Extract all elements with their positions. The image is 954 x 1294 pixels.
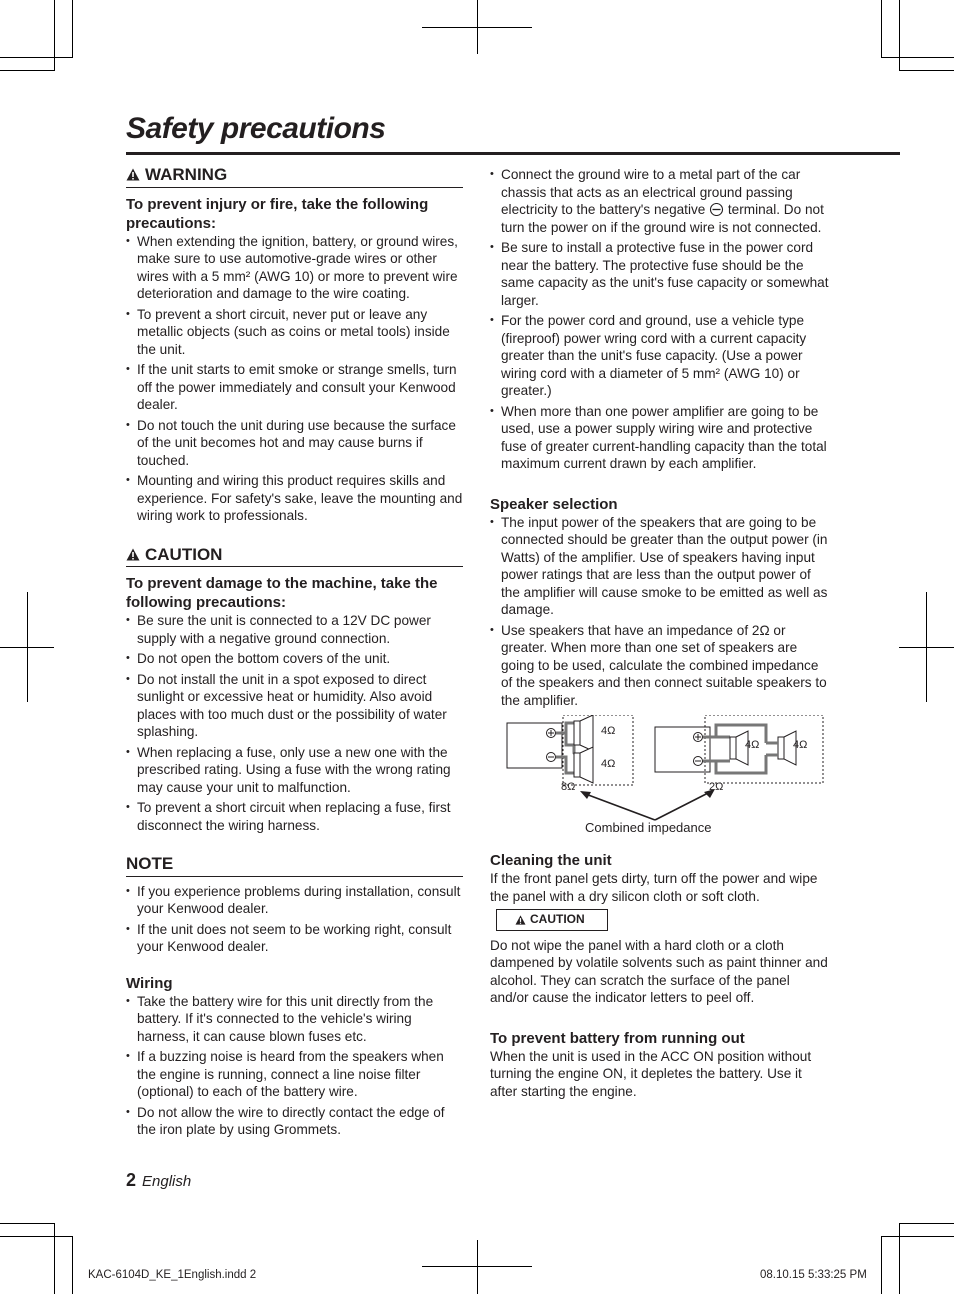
crop-mark <box>881 1236 954 1237</box>
warning-heading-text: WARNING <box>145 165 228 184</box>
cleaning-text: If the front panel gets dirty, turn off the power and wipe the panel with a dry silicon cloth or soft cloth. <box>490 871 818 904</box>
title-rule <box>126 152 900 155</box>
impedance-diagram <box>490 715 830 849</box>
crop-mark <box>54 1223 55 1294</box>
list-item: • Do not open the bottom covers of the unit. <box>126 650 463 668</box>
list-item: • The input power of the speakers that are going to be connected should be greater than the output power (in Watts) of the amplifier. Use of speakers having input power ratings that are less than the output power of the amplifier will cause smoke to be emitted as well as damage. <box>490 514 830 619</box>
note-heading <box>126 855 463 877</box>
speaker-list <box>490 514 830 710</box>
list-item: • Do not allow the wire to directly contact the edge of the iron plate by using Grommets. <box>126 1104 463 1139</box>
caution-heading <box>126 546 463 568</box>
crop-mark <box>899 647 954 648</box>
caution-label-text: CAUTION <box>530 912 585 926</box>
caution-list <box>126 612 463 834</box>
crop-mark <box>0 1236 73 1237</box>
left-top-ohm: 4Ω <box>601 725 616 737</box>
list-item: • For the power cord and ground, use a vehicle type (fireproof) power wring cord with a current capacity greater than the unit's fuse capacity. (Use a power wiring cord with a diameter of 5 mm² (AWG 10) or greater.) <box>490 312 830 400</box>
list-item: • If a buzzing noise is heard from the speakers when the engine is running, connect a line noise filter (optional) to each of the battery wire. <box>126 1048 463 1101</box>
list-item: • Do not install the unit in a spot exposed to direct sunlight or excessive heat or humidity. Also avoid places with too much dust or the possibility of water splashing. <box>126 671 463 741</box>
list-item: • Be sure the unit is connected to a 12V DC power supply with a negative ground connection. <box>126 612 463 647</box>
warning-heading <box>126 166 463 188</box>
list-item: • Use speakers that have an impedance of 2Ω or greater. When more than one set of speakers are going to be used, calculate the combined impedance of the speakers and then connect suitable speakers to the amplifier. <box>490 622 830 710</box>
crop-mark <box>0 647 54 648</box>
list-item: • If the unit starts to emit smoke or strange smells, turn off the power immediately and consult your Kenwood dealer. <box>126 361 463 414</box>
cleaning-heading: Cleaning the unit <box>490 852 612 869</box>
list-item: • If the unit does not seem to be working right, consult your Kenwood dealer. <box>126 921 463 956</box>
crop-mark <box>0 57 73 58</box>
crop-mark <box>899 70 954 71</box>
caution-subheading: To prevent damage to the machine, take the following precautions: <box>126 575 438 611</box>
caution-triangle-icon <box>126 548 140 561</box>
note-list <box>126 883 463 956</box>
crop-mark <box>72 0 73 58</box>
left-bottom-ohm: 4Ω <box>601 758 616 770</box>
left-column <box>126 166 463 1142</box>
right-first-ohm: 4Ω <box>745 739 760 751</box>
wiring-heading: Wiring <box>126 974 173 992</box>
list-item: • To prevent a short circuit, never put or leave any metallic objects (such as coins or metal tools) inside the unit. <box>126 306 463 359</box>
crop-mark <box>881 0 882 58</box>
diagram-caption: Combined impedance <box>585 820 712 835</box>
crop-mark <box>0 70 55 71</box>
list-item: • To prevent a short circuit when replacing a fuse, first disconnect the wiring harness. <box>126 799 463 834</box>
crop-mark <box>881 1236 882 1294</box>
list-item: • Mounting and wiring this product requires skills and experience. For safety's sake, leave the mounting and wiring work to professionals. <box>126 472 463 525</box>
list-item <box>490 166 830 236</box>
crop-mark <box>422 1266 532 1267</box>
ground-text-b: terminal. Do not turn the power on if the ground wire is not connected. <box>501 202 824 235</box>
list-item: • Be sure to install a protective fuse in the power cord near the battery. The protective fuse should be the same capacity as the unit's fuse capacity or somewhat larger. <box>490 239 830 309</box>
list-item: • When replacing a fuse, only use a new one with the prescribed rating. Using a fuse with the wrong rating may cause your unit to malfunction. <box>126 744 463 797</box>
crop-mark <box>422 27 532 28</box>
ground-text-a: Connect the ground wire to a metal part of the car chassis that acts as an electrical ground passing electricity to the battery's negative <box>501 167 801 217</box>
page-footer <box>126 1170 191 1191</box>
list-item: • When extending the ignition, battery, or ground wires, make sure to use automotive-grade wires or other wires with a 5 mm² (AWG 10) or more to prevent wire deterioration and damage to the wire coating. <box>126 233 463 303</box>
warning-triangle-icon <box>126 168 140 181</box>
right-column <box>490 166 830 1100</box>
note-heading-text: NOTE <box>126 854 174 873</box>
wiring-list <box>126 993 463 1139</box>
battery-heading: To prevent battery from running out <box>490 1029 745 1047</box>
page-language: English <box>142 1173 192 1190</box>
minus-terminal-icon <box>709 203 724 216</box>
right-total-ohm: 2Ω <box>709 781 724 793</box>
right-second-ohm: 4Ω <box>793 739 808 751</box>
caution-heading-text: CAUTION <box>145 544 223 564</box>
slug-filename: KAC-6104D_KE_1English.indd 2 <box>88 1269 257 1281</box>
cleaning-caution-text: Do not wipe the panel with a hard cloth or a cloth dampened by volatile solvents such as paint thinner and alcohol. They can scratch the surface of the panel and/or cause the indicator letters to peel off. <box>490 937 828 1005</box>
list-item: • Take the battery wire for this unit directly from the battery. If it's connected to the vehicle's wiring harness, it can cause blown fuses etc. <box>126 993 463 1046</box>
crop-mark <box>477 1240 478 1294</box>
page-number: 2 <box>126 1170 137 1190</box>
crop-mark <box>72 1236 73 1294</box>
slug-timestamp: 08.10.15 5:33:25 PM <box>760 1269 867 1281</box>
speaker-selection-heading: Speaker selection <box>490 495 618 513</box>
power-list <box>490 166 830 473</box>
crop-mark <box>899 1223 900 1294</box>
warning-list <box>126 233 463 525</box>
crop-mark <box>899 1223 954 1224</box>
list-item: • When more than one power amplifier are going to be used, use a power supply wiring wire and protective fuse of greater current-handling capacity than the total maximum current drawn by each amplifier. <box>490 403 830 473</box>
crop-mark <box>899 0 900 71</box>
list-item: • If you experience problems during installation, consult your Kenwood dealer. <box>126 883 463 918</box>
page-title: Safety precautions <box>126 112 386 145</box>
warning-subheading: To prevent injury or fire, take the following precautions: <box>126 195 429 232</box>
crop-mark <box>54 0 55 71</box>
list-item: • Do not touch the unit during use because the surface of the unit becomes hot and may cause burns if touched. <box>126 417 463 470</box>
crop-mark <box>881 57 954 58</box>
caution-label-box <box>496 909 608 931</box>
caution-small-triangle-icon <box>515 915 526 925</box>
crop-mark <box>0 1223 55 1224</box>
left-total-ohm: 8Ω <box>561 781 576 793</box>
battery-text: When the unit is used in the ACC ON position without turning the engine ON, it depletes the battery. Use it after starting the engine. <box>490 1048 812 1099</box>
